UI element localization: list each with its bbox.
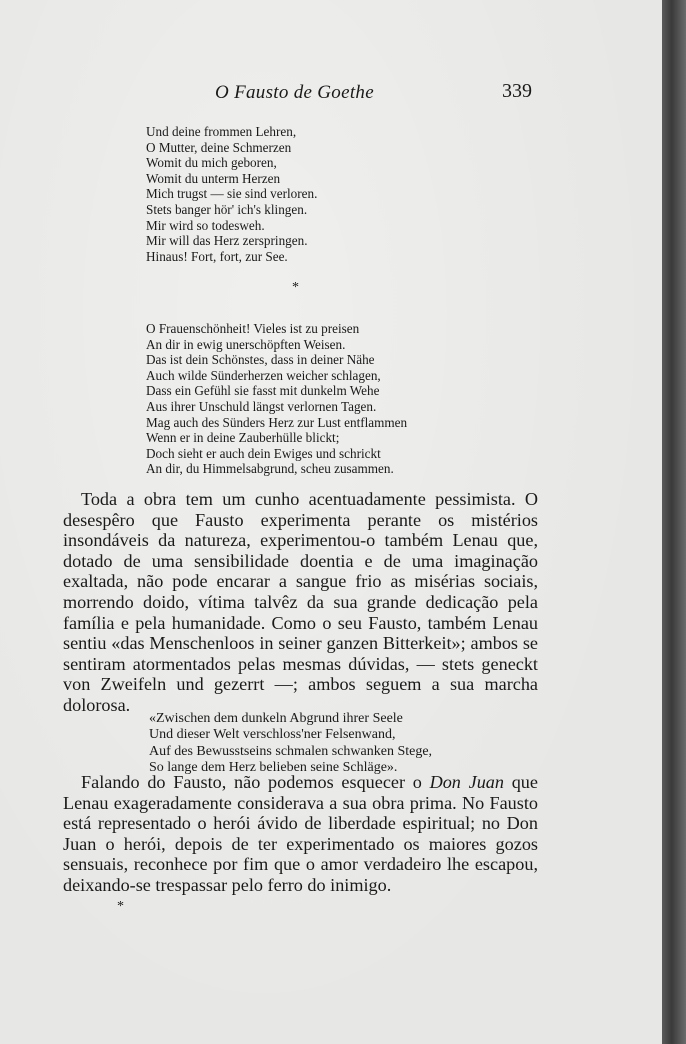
page-header bbox=[0, 82, 662, 106]
running-title: O Fausto de Goethe bbox=[215, 82, 374, 103]
verse-line: Mag auch des Sünders Herz zur Lust entflammen bbox=[146, 414, 408, 430]
book-spine-edge bbox=[662, 0, 686, 1044]
verse-line: Dass ein Gefühl sie fasst mit dunkelm Wehe bbox=[146, 383, 380, 399]
paragraph-text-part: Falando do Fausto, não podemos esquecer o bbox=[81, 772, 430, 792]
verse-line: An dir, du Himmelsabgrund, scheu zusammen. bbox=[146, 461, 394, 477]
verse-line: So lange dem Herz belieben seine Schläge». bbox=[149, 760, 398, 776]
verse-block-1 bbox=[146, 124, 317, 264]
verse-line: Und dieser Welt verschloss'ner Felsenwand, bbox=[149, 727, 396, 743]
section-separator-asterisk: * bbox=[292, 280, 299, 295]
verse-line: O Frauenschönheit! Vieles ist zu preisen bbox=[146, 321, 360, 336]
verse-line: Womit du mich geboren, bbox=[146, 155, 277, 171]
verse-line: «Zwischen dem dunkeln Abgrund ihrer Seele bbox=[149, 711, 403, 726]
verse-line: O Mutter, deine Schmerzen bbox=[146, 139, 292, 155]
verse-line: Stets banger hör' ich's klingen. bbox=[146, 201, 308, 217]
end-asterisk: * bbox=[117, 899, 124, 914]
work-title: Don Juan bbox=[429, 772, 504, 792]
paragraph-text: Toda a obra tem um cunho acentuadamente pessimista. O desespêro que Fausto experimenta perante os mistérios insondáveis da natureza, experimentou-o também Lenau que, dotado de uma sensibilidade doentia e de uma imaginação exaltada, não pode encarar a sangue frio as misérias sociais, morrendo doido, vítima talvêz da sua grande dedicação pela família e pela humanidade. Como o seu Fausto, também Lenau sentiu «das Menschenloos in seiner ganzen Bitterkeit»; ambos se sentiram atormentados pelas mesmas dúvidas, — stets geneckt von Zweifeln und gezerrt —; ambos seguem a sua marcha dolorosa. bbox=[63, 489, 538, 715]
verse-line: Mir will das Herz zerspringen. bbox=[146, 233, 308, 249]
verse-block-2 bbox=[146, 321, 407, 477]
bleed-through-texture bbox=[470, 120, 640, 480]
verse-line: Wenn er in deine Zauberhülle blickt; bbox=[146, 430, 340, 446]
paragraph-text-part: que Lenau exageradamente considerava a sua obra prima. No Fausto está representado o herói ávido de liberdade espiritual; no Don Juan o herói, depois de ter experimentado os maiores gozos sensuais, reconhece por fim que o amor verdadeiro lhe escapou, deixando-se trespassar pelo ferro do inimigo. bbox=[63, 772, 538, 895]
verse-line: An dir in ewig unerschöpften Weisen. bbox=[146, 336, 346, 352]
verse-line: Auf des Bewusstseins schmalen schwanken Stege, bbox=[149, 743, 433, 759]
verse-line: Mich trugst — sie sind verloren. bbox=[146, 186, 318, 202]
paragraph-don-juan bbox=[63, 772, 538, 896]
verse-line: Womit du unterm Herzen bbox=[146, 170, 281, 186]
verse-line: Das ist dein Schönstes, dass in deiner Nähe bbox=[146, 352, 375, 368]
page-number: 339 bbox=[502, 80, 532, 102]
verse-line: Doch sieht er auch dein Ewiges und schrickt bbox=[146, 445, 381, 461]
verse-line: Aus ihrer Unschuld längst verlornen Tagen. bbox=[146, 398, 377, 414]
verse-line: Auch wilde Sünderherzen weicher schlagen, bbox=[146, 367, 381, 383]
verse-line: Und deine frommen Lehren, bbox=[146, 124, 297, 139]
verse-line: Hinaus! Fort, fort, zur See. bbox=[146, 248, 288, 264]
verse-block-3 bbox=[149, 711, 432, 777]
paragraph-text bbox=[63, 772, 538, 896]
paragraph-pessimism bbox=[63, 489, 538, 716]
verse-line: Mir wird so todesweh. bbox=[146, 217, 265, 233]
